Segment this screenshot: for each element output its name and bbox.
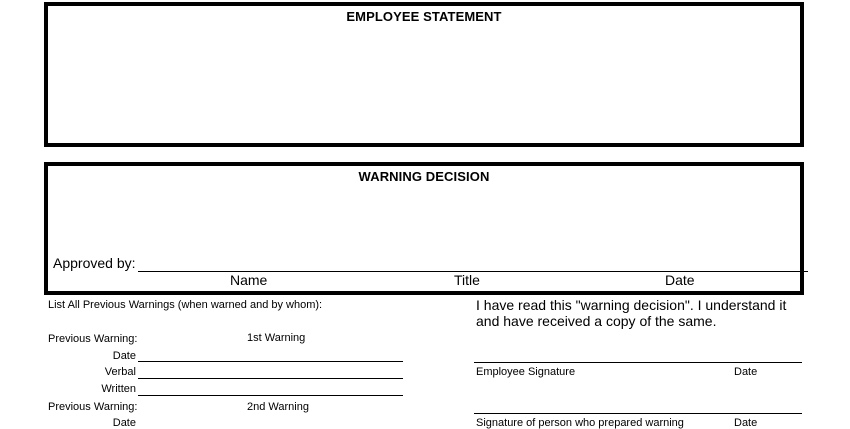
employee-signature-label: Employee Signature: [476, 366, 576, 378]
warning-decision-box: [44, 162, 804, 295]
acknowledgement-text: I have read this "warning decision". I understand it and have received a copy of the same.: [476, 297, 787, 329]
first-warning-date-field[interactable]: [138, 361, 403, 362]
employee-signature-field[interactable]: [474, 362, 802, 363]
first-warning-verbal-field[interactable]: [138, 378, 403, 379]
previous-warnings-list-label: List All Previous Warnings (when warned and by whom):: [48, 299, 323, 311]
employee-signature-date-label: Date: [734, 366, 758, 378]
first-warning-heading: 1st Warning: [247, 332, 306, 344]
first-warning-written-field[interactable]: [138, 395, 403, 396]
warning-decision-title: WARNING DECISION: [358, 169, 490, 184]
employee-statement-title: EMPLOYEE STATEMENT: [346, 9, 502, 24]
approved-title-header: Title: [454, 272, 480, 288]
preparer-signature-label: Signature of person who prepared warning: [476, 417, 684, 429]
second-previous-warning-label: Previous Warning:: [48, 401, 138, 413]
first-warning-date-label: Date: [112, 350, 136, 362]
first-warning-written-label: Written: [101, 383, 136, 395]
approved-name-header: Name: [230, 272, 268, 288]
employee-statement-box[interactable]: [44, 2, 804, 147]
approved-by-label: Approved by:: [53, 255, 136, 271]
first-previous-warning-label: Previous Warning:: [48, 333, 138, 345]
second-warning-date-label: Date: [112, 417, 136, 429]
first-warning-verbal-label: Verbal: [104, 366, 136, 378]
preparer-signature-field[interactable]: [474, 413, 802, 414]
approved-date-header: Date: [665, 272, 695, 288]
second-warning-heading: 2nd Warning: [247, 401, 309, 413]
preparer-signature-date-label: Date: [734, 417, 758, 429]
